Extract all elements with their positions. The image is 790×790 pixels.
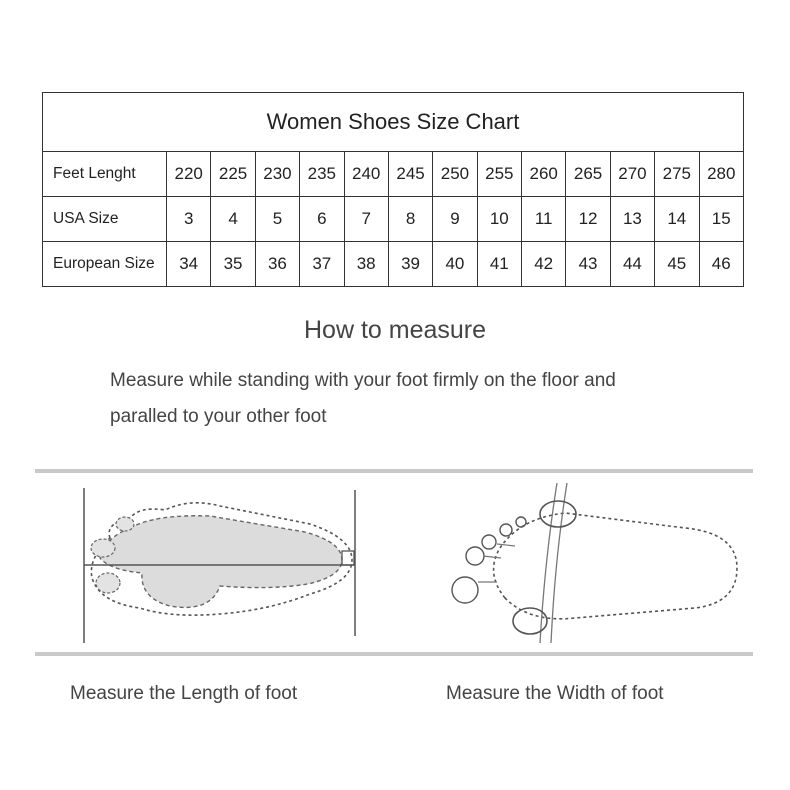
table-cell: 235 (300, 152, 344, 197)
toe-big (452, 577, 478, 603)
table-cell: 8 (388, 197, 432, 242)
table-row-european-size (43, 242, 744, 287)
table-cell: 11 (522, 197, 566, 242)
table-cell: 225 (211, 152, 255, 197)
row-label: Feet Lenght (43, 152, 167, 197)
size-chart-title: Women Shoes Size Chart (43, 93, 744, 152)
instruction-line-1: Measure while standing with your foot firmly on the floor and (110, 370, 616, 391)
table-cell: 14 (655, 197, 699, 242)
toe-second (116, 517, 134, 531)
table-cell: 45 (655, 242, 699, 287)
table-cell: 7 (344, 197, 388, 242)
table-cell: 36 (255, 242, 299, 287)
table-cell: 35 (211, 242, 255, 287)
toe-2 (482, 535, 496, 549)
foot-length-illustration (70, 478, 370, 648)
table-row-usa-size (43, 197, 744, 242)
table-cell: 38 (344, 242, 388, 287)
table-cell: 37 (300, 242, 344, 287)
table-cell: 44 (610, 242, 654, 287)
table-cell: 250 (433, 152, 477, 197)
instruction-line-2: paralled to your other foot (110, 406, 327, 427)
toe-3 (500, 524, 512, 536)
footprint-shading (100, 516, 342, 608)
table-cell: 245 (388, 152, 432, 197)
table-cell: 3 (167, 197, 211, 242)
table-cell: 43 (566, 242, 610, 287)
caption-measure-length: Measure the Length of foot (70, 683, 298, 704)
toe-small (96, 573, 120, 593)
foot-outline (494, 513, 737, 619)
table-cell: 41 (477, 242, 521, 287)
table-cell: 230 (255, 152, 299, 197)
table-cell: 270 (610, 152, 654, 197)
table-cell: 255 (477, 152, 521, 197)
table-cell: 15 (699, 197, 744, 242)
table-cell: 5 (255, 197, 299, 242)
table-cell: 34 (167, 242, 211, 287)
how-to-measure-heading: How to measure (303, 316, 487, 344)
foot-width-illustration (445, 478, 745, 648)
divider-band-bottom (35, 652, 753, 656)
table-cell: 220 (167, 152, 211, 197)
table-cell: 9 (433, 197, 477, 242)
table-cell: 275 (655, 152, 699, 197)
caption-measure-width: Measure the Width of foot (446, 683, 664, 704)
toe-1 (466, 547, 484, 565)
table-cell: 260 (522, 152, 566, 197)
table-row-feet-length (43, 152, 744, 197)
toe-big (91, 539, 115, 557)
table-cell: 42 (522, 242, 566, 287)
width-marker-top (540, 501, 576, 527)
table-cell: 4 (211, 197, 255, 242)
table-cell: 12 (566, 197, 610, 242)
table-cell: 40 (433, 242, 477, 287)
row-label: European Size (43, 242, 167, 287)
table-cell: 46 (699, 242, 744, 287)
divider-band-top (35, 469, 753, 473)
table-cell: 10 (477, 197, 521, 242)
row-label: USA Size (43, 197, 167, 242)
size-chart-table (42, 92, 744, 287)
toe-4 (516, 517, 526, 527)
table-cell: 13 (610, 197, 654, 242)
table-cell: 280 (699, 152, 744, 197)
table-cell: 265 (566, 152, 610, 197)
table-cell: 240 (344, 152, 388, 197)
table-cell: 6 (300, 197, 344, 242)
heel-marker (342, 551, 354, 565)
table-cell: 39 (388, 242, 432, 287)
